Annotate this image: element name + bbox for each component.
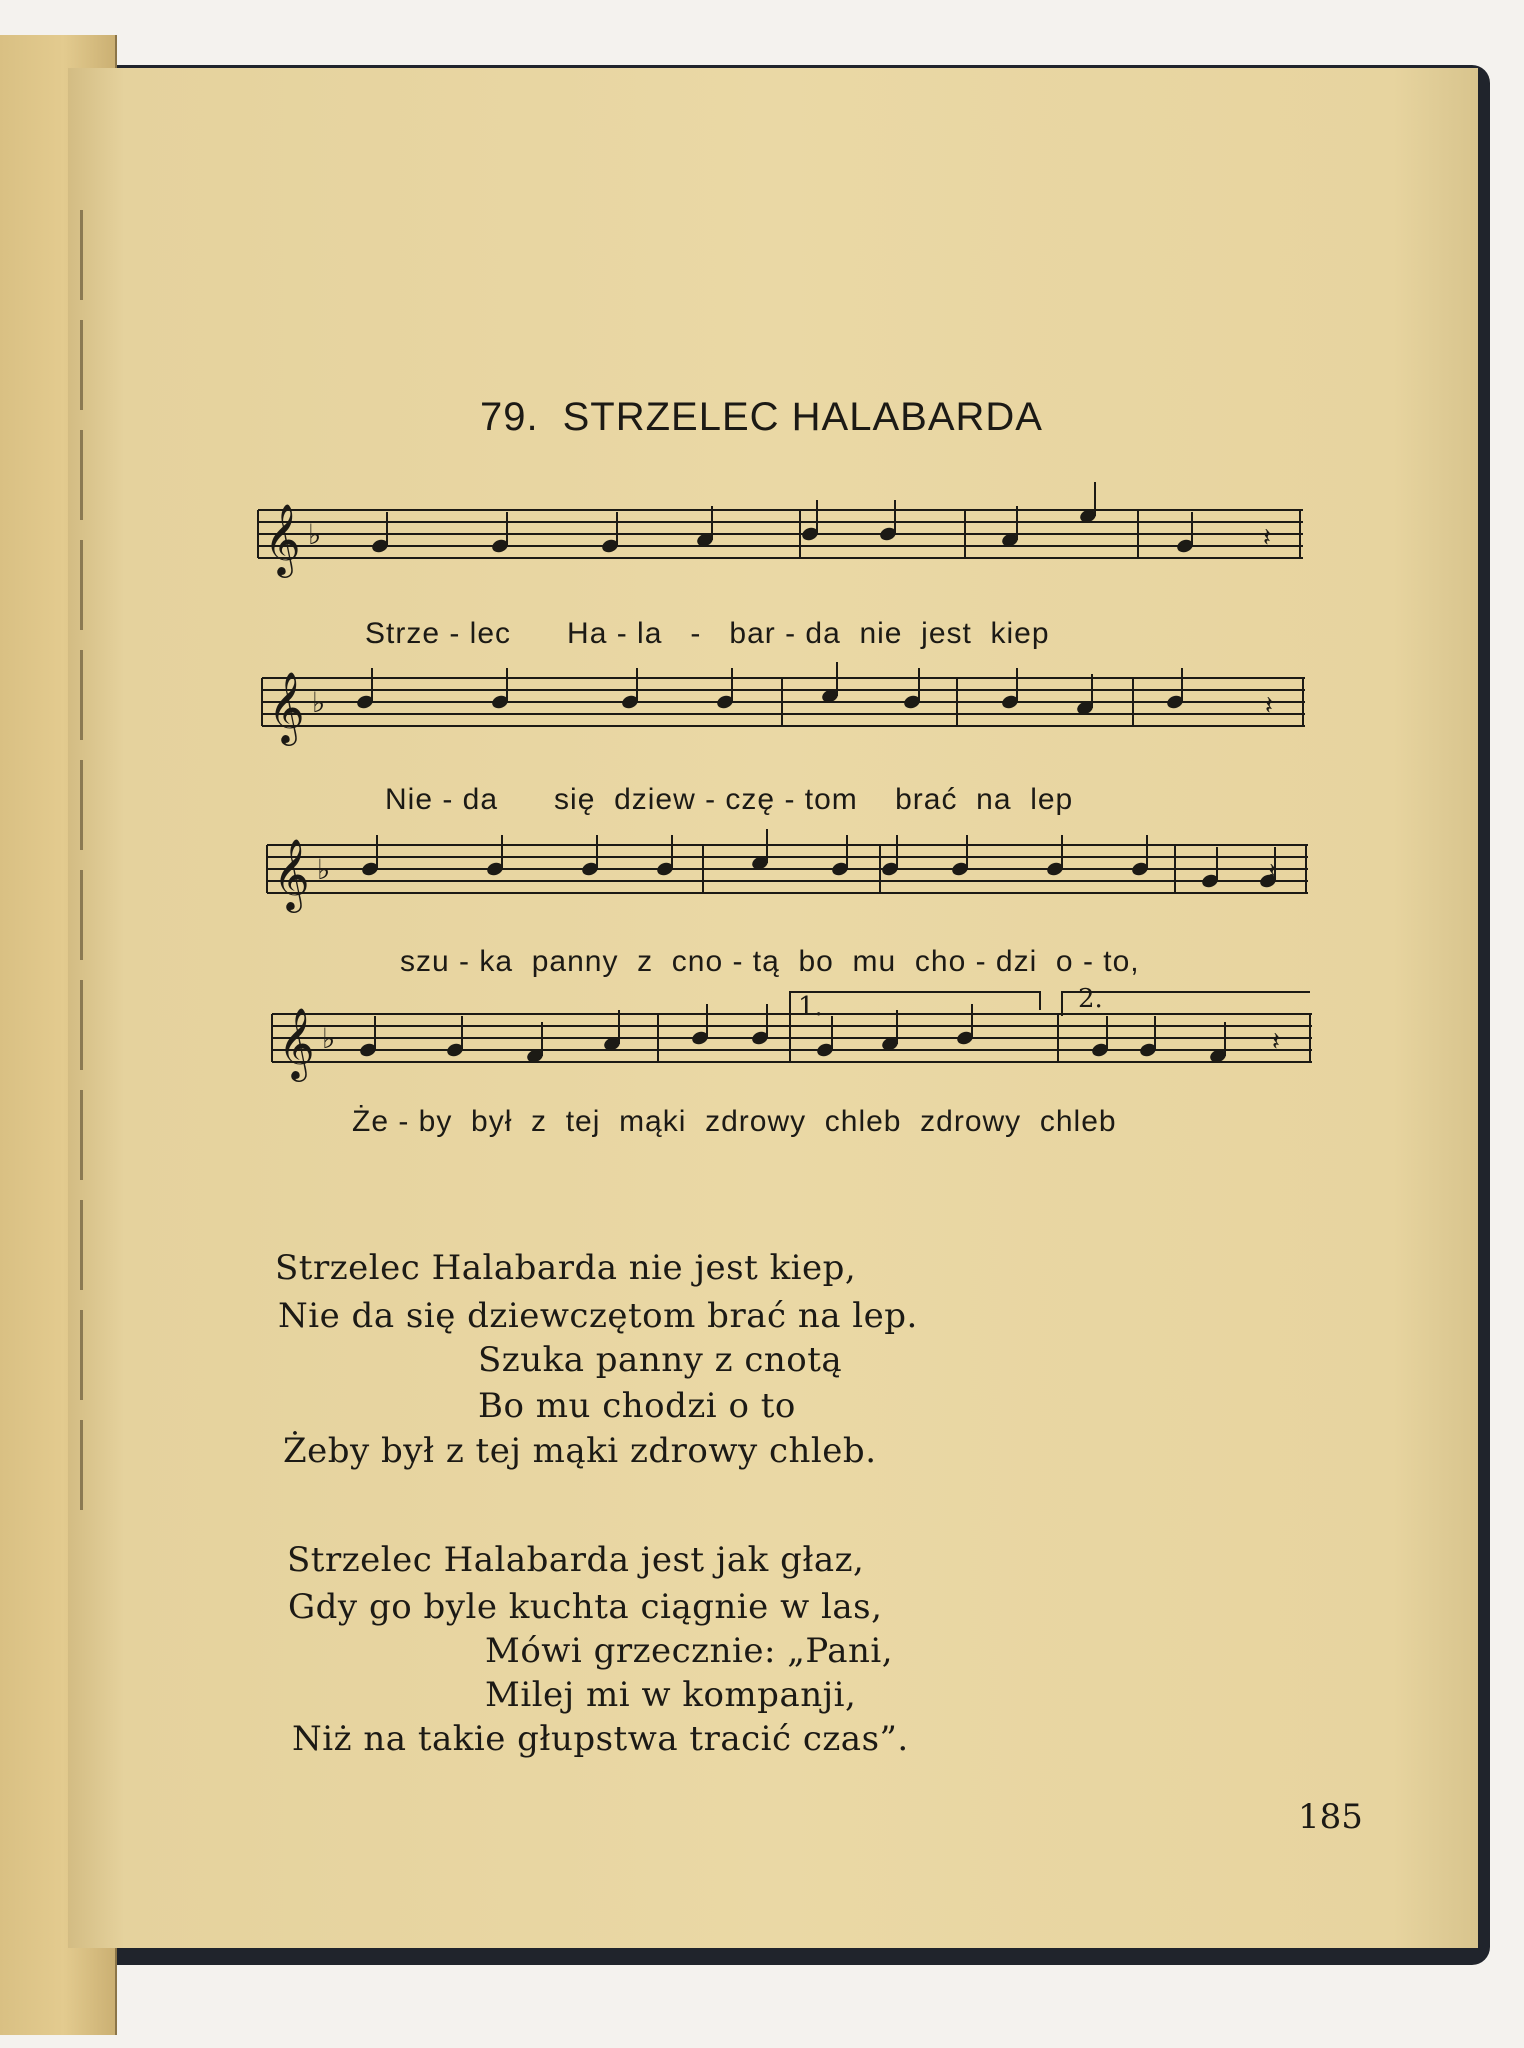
quarter-rest-icon: 𝄽 — [1272, 1027, 1280, 1057]
staff-3 — [267, 829, 1308, 913]
music-staves — [258, 482, 1312, 1082]
verse-2-line-2: Gdy go byle kuchta ciągnie w las, — [288, 1587, 883, 1627]
verse-1-line-2: Nie da się dziewczętom brać na lep. — [278, 1296, 918, 1336]
treble-clef-icon: 𝄞 — [278, 1006, 315, 1079]
flat-sign-icon: ♭ — [312, 686, 326, 719]
treble-clef-icon: 𝄞 — [268, 670, 305, 743]
staff-4 — [272, 1004, 1312, 1082]
verse-1-line-1: Strzelec Halabarda nie jest kiep, — [275, 1248, 857, 1288]
music-lyric-line-1: Strze - lec Ha - la - bar - da nie jest kiep — [365, 617, 1050, 650]
verse-1-line-4: Bo mu chodzi o to — [478, 1386, 796, 1426]
music-lyric-line-2: Nie - da się dziew - czę - tom brać na lep — [385, 783, 1074, 816]
treble-clef-icon: 𝄞 — [264, 502, 301, 575]
verse-2-line-4: Milej mi w kompanji, — [485, 1675, 857, 1715]
volta-2-label: 2. — [1078, 984, 1103, 1014]
treble-clef-icon: 𝄞 — [273, 837, 310, 910]
music-lyric-line-4: Że - by był z tej mąki zdrowy chleb zdrowy chleb — [352, 1105, 1117, 1138]
song-number: 79. — [480, 395, 539, 439]
staff-2 — [262, 662, 1305, 746]
page-number: 185 — [1298, 1797, 1363, 1837]
quarter-rest-icon: 𝄽 — [1263, 523, 1271, 553]
staff-1 — [258, 482, 1303, 578]
flat-sign-icon: ♭ — [322, 1022, 336, 1055]
quarter-rest-icon: 𝄽 — [1265, 691, 1273, 721]
verse-1-line-3: Szuka panny z cnotą — [478, 1340, 843, 1380]
verse-2-line-5: Niż na takie głupstwa tracić czas”. — [292, 1719, 909, 1759]
song-title: STRZELEC HALABARDA — [562, 395, 1043, 439]
flat-sign-icon: ♭ — [308, 518, 322, 551]
verse-1-line-5: Żeby był z tej mąki zdrowy chleb. — [283, 1431, 877, 1471]
verse-2-line-3: Mówi grzecznie: „Pani, — [485, 1631, 894, 1671]
flat-sign-icon: ♭ — [317, 853, 331, 886]
volta-bracket — [790, 992, 1040, 1016]
quarter-rest-icon: 𝄽 — [1268, 858, 1276, 888]
verse-2-line-1: Strzelec Halabarda jest jak głaz, — [287, 1540, 865, 1580]
music-lyric-line-3: szu - ka panny z cno - tą bo mu cho - dzi o - to, — [400, 945, 1140, 978]
volta-1-label: 1. — [798, 992, 823, 1022]
